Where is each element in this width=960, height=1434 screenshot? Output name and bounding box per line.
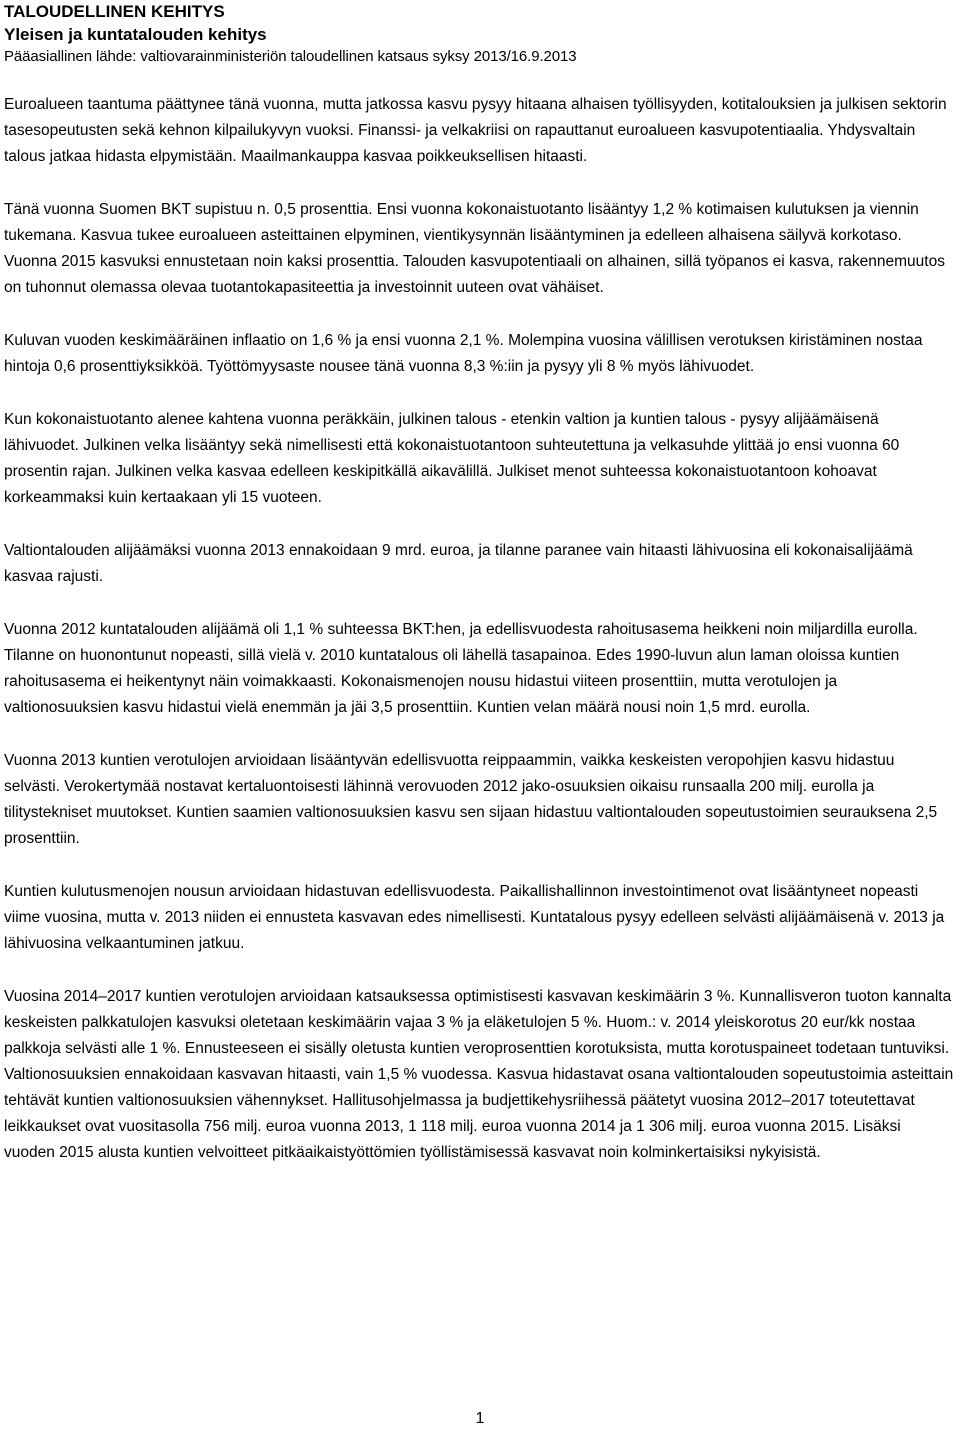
document-subtitle: Yleisen ja kuntatalouden kehitys bbox=[4, 25, 267, 44]
paragraph-inflation: Kuluvan vuoden keskimääräinen inflaatio on 1,6 % ja ensi vuonna 2,1 %. Molempina vuosina välillisen verotuksen kiristäminen nostaa hintoja 0,6 prosenttiyksikköä. Työttömyysaste nousee tänä vuonna 8,3 %:iin ja pysyy yli 8 % myös lähivuodet. bbox=[4, 332, 923, 375]
source-line: Pääasiallinen lähde: valtiovarainministeriön taloudellinen katsaus syksy 2013/16.9.2013 bbox=[4, 48, 577, 65]
paragraph-municipal-2013: Vuonna 2013 kuntien verotulojen arvioidaan lisääntyvän edellisvuotta reippaammin, vaikka keskeisten veropohjien kasvu hidastuu selvästi. Verokertymää nostavat kertaluontoisesti lähinnä verovuoden 2012 jako-osuuksien oikaisu runsaalla 200 milj. eurolla ja tilitystekniset muutokset. Kuntien saamien valtionosuuksien kasvu sen sijaan hidastuu valtiontalouden sopeutustoimien seurauksena 2,5 prosenttiin. bbox=[4, 752, 938, 847]
document-title: TALOUDELLINEN KEHITYS bbox=[4, 2, 225, 21]
paragraph-consumption: Kuntien kulutusmenojen nousun arvioidaan hidastuvan edellisvuodesta. Paikallishallinnon investointimenot ovat lisääntyneet nopeasti viime vuosina, mutta v. 2013 niiden ei ennusteta kasvavan edes nimellisesti. Kuntatalous pysyy edelleen selvästi alijäämäisenä v. 2013 ja lähivuosina velkaantuminen jatkuu. bbox=[4, 883, 945, 952]
page-number: 1 bbox=[475, 1410, 485, 1427]
paragraph-euro-area: Euroalueen taantuma päättynee tänä vuonna, mutta jatkossa kasvu pysyy hitaana alhaisen työllisyyden, kotitalouksien ja julkisen sektorin tasesopeutusten sekä kehnon kilpailukyvyn vuoksi. Finanssi- ja velkakriisi on rapauttanut euroalueen kasvupotentiaalia. Yhdysvaltain talous jatkaa hidasta elpymistään. Maailmankauppa kasvaa poikkeuksellisen hitaasti. bbox=[4, 96, 947, 165]
paragraph-2014-2017: Vuosina 2014–2017 kuntien verotulojen arvioidaan katsauksessa optimistisesti kasvavan keskimäärin 3 %. Kunnallisveron tuoton kannalta keskeisten palkkatulojen kasvuksi oletetaan keskimäärin vajaa 3 % ja eläketulojen 5 %. Huom.: v. 2014 yleiskorotus 20 eur/kk nostaa palkkoja selvästi alle 1 %. Ennusteeseen ei sisälly oletusta kuntien veroprosenttien korotuksista, mutta korotuspaineet todetaan tuntuviksi. Valtionosuuksien ennakoidaan kasvavan hitaasti, vain 1,5 % vuodessa. Kasvua hidastavat osana valtiontalouden sopeutustoimia asteittain tehtävät kuntien valtionosuuksien vähennykset. Hallitusohjelmassa ja budjettikehysriihessä päätetyt vuosina 2012–2017 toteutettavat leikkaukset ovat vuositasolla 756 milj. euroa vuonna 2013, 1 118 milj. euroa vuonna 2014 ja 1 306 milj. euroa vuonna 2015. Lisäksi vuoden 2015 alusta kuntien velvoitteet pitkäaikaistyöttömien työllistämisessä kasvavat noin kolminkertaisiksi nykyisistä. bbox=[4, 988, 954, 1161]
paragraph-finland-gdp: Tänä vuonna Suomen BKT supistuu n. 0,5 prosenttia. Ensi vuonna kokonaistuotanto lisääntyy 1,2 % kotimaisen kulutuksen ja viennin tukemana. Kasvua tukee euroalueen asteittainen elpyminen, vientikysynnän lisääntyminen ja edelleen alhaisena säilyvä korkotaso. Vuonna 2015 kasvuksi ennustetaan noin kaksi prosenttia. Talouden kasvupotentiaali on alhainen, sillä työpanos ei kasva, rakennemuutos on tuhonnut olemassa olevaa tuotantokapasiteettia ja investoinnit uuteen ovat vähäiset. bbox=[4, 201, 945, 296]
paragraph-state-deficit: Valtiontalouden alijäämäksi vuonna 2013 ennakoidaan 9 mrd. euroa, ja tilanne paranee vain hitaasti lähivuosina eli kokonaisalijäämä kasvaa rajusti. bbox=[4, 542, 913, 585]
document-page bbox=[4, 0, 954, 1166]
paragraph-public-finance: Kun kokonaistuotanto alenee kahtena vuonna peräkkäin, julkinen talous - etenkin valtion ja kuntien talous - pysyy alijäämäisenä lähivuodet. Julkinen velka lisääntyy sekä nimellisesti että kokonaistuotantoon suhteutettuna ja velkasuhde ylittää jo ensi vuonna 60 prosentin rajan. Julkinen velka kasvaa edelleen keskipitkällä aikavälillä. Julkiset menot suhteessa kokonaistuotantoon kohoavat korkeammaksi kuin kertaakaan yli 15 vuoteen. bbox=[4, 411, 900, 506]
paragraph-municipal-2012: Vuonna 2012 kuntatalouden alijäämä oli 1,1 % suhteessa BKT:hen, ja edellisvuodesta rahoitusasema heikkeni noin miljardilla eurolla. Tilanne on huonontunut nopeasti, sillä vielä v. 2010 kuntatalous oli lähellä tasapainoa. Edes 1990-luvun alun laman oloissa kuntien rahoitusasema ei heikentynyt näin voimakkaasti. Kokonaismenojen nousu hidastui viiteen prosenttiin, mutta verotulojen ja valtionosuuksien kasvu hidastui vielä enemmän ja jäi 3,5 prosenttiin. Kuntien velan määrä nousi noin 1,5 mrd. eurolla. bbox=[4, 621, 918, 716]
